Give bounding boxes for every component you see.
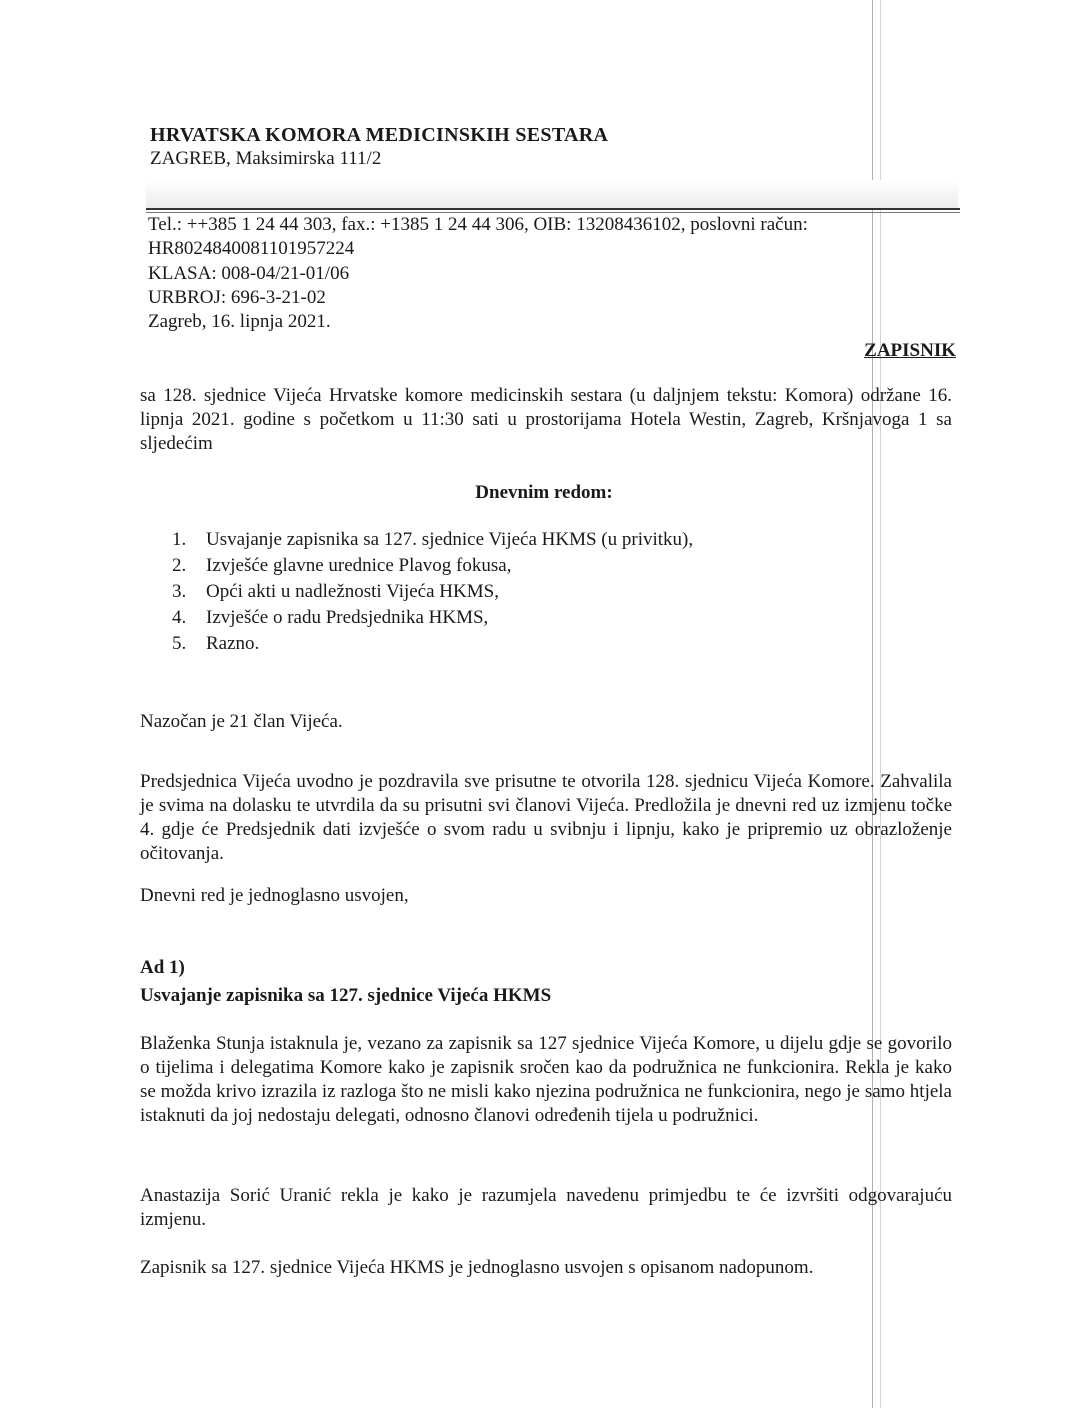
conclusion-paragraph: Zapisnik sa 127. sjednice Vijeća HKMS je jednoglasno usvojen s opisanom nadopunom. [140,1257,814,1278]
organization-address: ZAGREB, Maksimirska 111/2 [150,148,382,169]
section-heading: Usvajanje zapisnika sa 127. sjednice Vijeća HKMS [140,985,552,1006]
agenda-item-text: Opći akti u nadležnosti Vijeća HKMS, [206,581,499,602]
discussion-paragraph: Blaženka Stunja istaknula je, vezano za zapisnik sa 127 sjednice Vijeća Komore, u dijelu gdje se govorilo o tijelima i delegatima Komore kako je zapisnik sročen kao da podružnica ne funkcionira. Rekla je kako se možda krivo izrazila iz razloga što ne misli kako njezina podružnica ne funkcionira, nego je samo htjela istaknuti da joj nedostaju delegati, odnosno članovi određenih tijela u podružnici. [140,1033,952,1126]
agenda-item [172,527,693,553]
document-title: ZAPISNIK [864,340,956,361]
agenda-item-text: Izvješće o radu Predsjednika HKMS, [206,607,489,628]
agenda-item-number: 3. [172,581,187,602]
agenda-item [172,579,693,605]
section-label: Ad 1) [140,957,185,978]
intro-paragraph: sa 128. sjednice Vijeća Hrvatske komore medicinskih sestara (u daljnjem tekstu: Komora) održane 16. lipnja 2021. godine s početkom u 11:30 sati u prostorijama Hotela Westin, Zagreb, Kršnjavoga 1 sa sljedećim [140,385,952,454]
bank-account: HR8024840081101957224 [148,238,355,259]
agenda-item-text: Razno. [206,633,260,654]
agenda-item-text: Usvajanje zapisnika sa 127. sjednice Vijeća HKMS (u privitku), [206,529,694,550]
agenda-adopted-statement: Dnevni red je jednoglasno usvojen, [140,885,409,906]
opening-paragraph: Predsjednica Vijeća uvodno je pozdravila sve prisutne te otvorila 128. sjednicu Vijeća Komore. Zahvalila je svima na dolasku te utvrdila da su prisutni svi članovi Vijeća. Predložila je dnevni red uz izmjenu točke 4. gdje će Predsjednik dati izvješće o svom radu u svibnju i lipnju, kako je pripremio uz obrazloženje očitovanja. [140,771,952,864]
agenda-item [172,605,693,631]
letterhead-divider [146,208,960,210]
response-paragraph: Anastazija Sorić Uranić rekla je kako je razumjela navedenu primjedbu te će izvršiti odgovarajuću izmjenu. [140,1185,952,1230]
letterhead-divider [146,212,960,213]
document-date: Zagreb, 16. lipnja 2021. [148,311,331,332]
agenda-item-number: 4. [172,607,187,628]
attendance-statement: Nazočan je 21 član Vijeća. [140,711,343,732]
agenda-item [172,553,693,579]
agenda-item-number: 2. [172,555,187,576]
organization-name: HRVATSKA KOMORA MEDICINSKIH SESTARA [150,124,609,146]
agenda-item [172,631,693,657]
agenda-list [172,527,693,657]
agenda-item-number: 5. [172,633,187,654]
letterhead-shade [146,180,958,208]
agenda-title: Dnevnim redom: [475,482,613,503]
agenda-item-number: 1. [172,529,187,550]
klasa: KLASA: 008-04/21-01/06 [148,263,350,284]
contact-line: Tel.: ++385 1 24 44 303, fax.: +1385 1 24 44 306, OIB: 13208436102, poslovni račun: [148,214,808,235]
urbroj: URBROJ: 696-3-21-02 [148,287,326,308]
agenda-item-text: Izvješće glavne urednice Plavog fokusa, [206,555,512,576]
